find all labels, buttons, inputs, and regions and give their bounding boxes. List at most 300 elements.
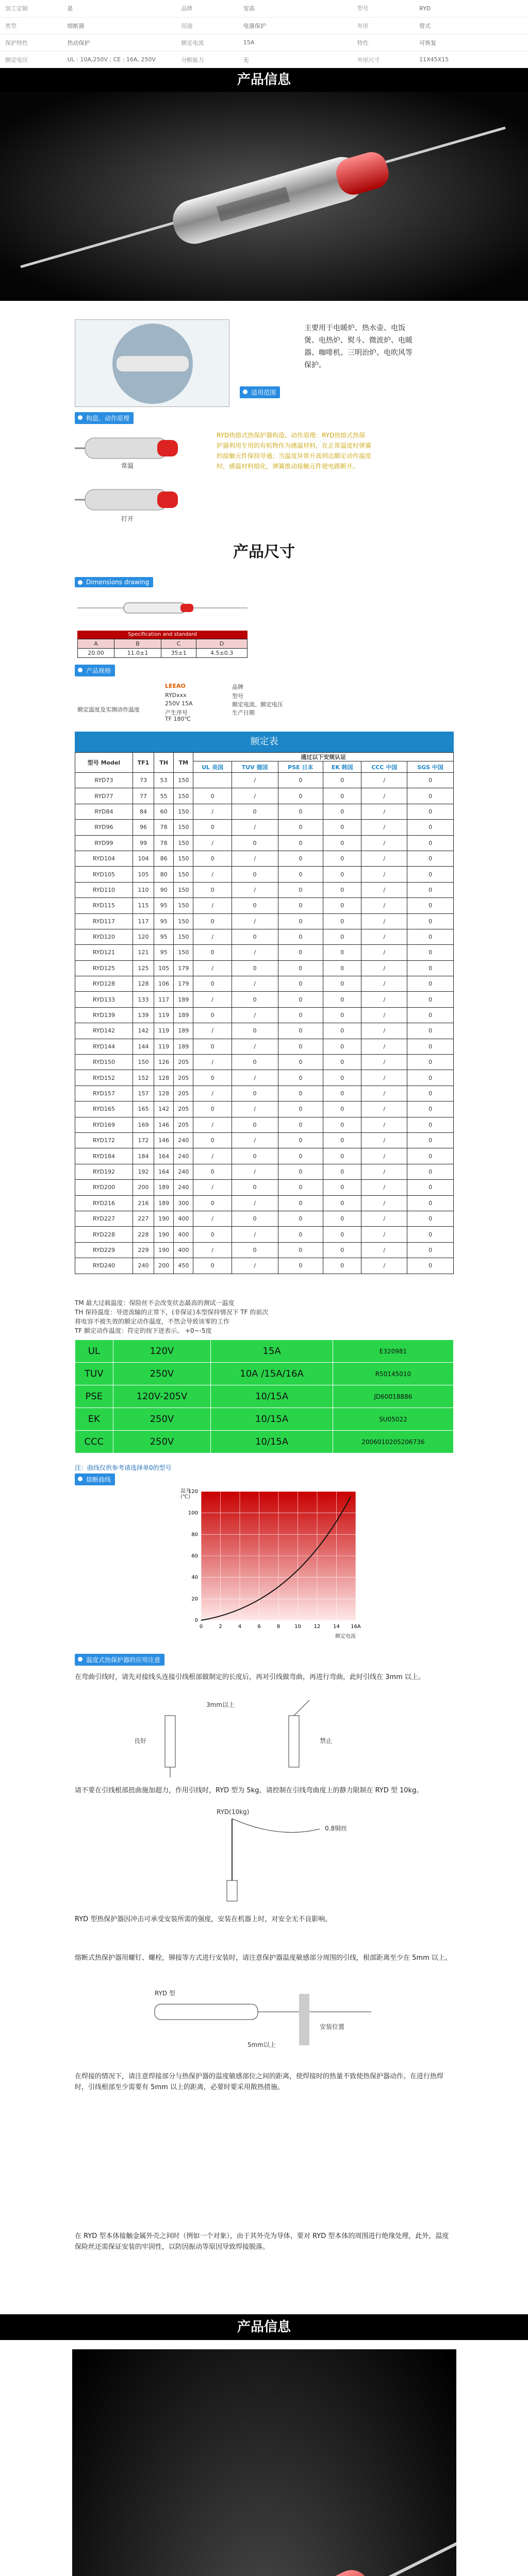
rated-cell: 142	[133, 1023, 154, 1039]
cert-cell: 15A	[211, 1340, 333, 1363]
rated-cell: 300	[174, 1195, 193, 1211]
rated-cell: /	[361, 1023, 407, 1039]
rated-cell: 150	[133, 1055, 154, 1070]
rated-cell: 0	[407, 992, 454, 1007]
table-row	[75, 976, 454, 992]
rated-cell: 0	[193, 1132, 232, 1148]
rated-cell: 205	[174, 1101, 193, 1117]
rated-cell: 0	[232, 992, 278, 1007]
rated-cell: RYD99	[75, 835, 133, 851]
rated-cell: 0	[323, 976, 361, 992]
rated-cell: 0	[407, 820, 454, 835]
rated-cell: 78	[154, 835, 174, 851]
def-tm: TM 最大过载温度：保险丝不会改变状态最高的测试一温度	[75, 1299, 235, 1307]
rated-table	[75, 752, 454, 1274]
rated-cell: /	[361, 1007, 407, 1023]
note-p1: 在弯曲引线时，请先对接线头连接引线根部做制定的长度后，再对引线做弯曲，再进行弯曲，此时引线在 3mm 以上。	[75, 1673, 425, 1681]
rated-header: TM	[174, 753, 193, 773]
rated-cell: /	[232, 1227, 278, 1242]
rated-cell: 126	[154, 1055, 174, 1070]
label-model: RYD 型	[155, 1990, 175, 1997]
rated-cell: /	[232, 851, 278, 866]
label-good: 良好	[134, 1737, 147, 1744]
rated-header: TUV 德国	[232, 761, 278, 773]
cert-cell: E320981	[333, 1340, 453, 1363]
rated-cell: 105	[133, 867, 154, 882]
label-install: 安装位置	[320, 2023, 345, 2030]
note-p6: 在 RYD 型本体接触金属外壳之间时（例如一个对象），由于其外壳为导体，要对 RYD 型本体的周围进行绝缘处理，此外，温度保险丝还需保证安装的牢固性，以防因振动等原因导致焊接脱落。	[75, 2232, 449, 2251]
rated-cell: 128	[154, 1070, 174, 1086]
rated-cell: 0	[278, 1164, 323, 1179]
table-row	[75, 1055, 454, 1070]
cert-cell: 10/15A	[211, 1408, 333, 1431]
y-tick: 20	[191, 1596, 198, 1602]
rated-cell: 0	[407, 1023, 454, 1039]
rated-cell: 0	[232, 898, 278, 913]
table-row	[75, 1180, 454, 1195]
rated-cell: 104	[133, 851, 154, 866]
rated-cell: 190	[154, 1242, 174, 1258]
curve-xlabel: 额定电流	[335, 1634, 356, 1639]
table-row	[75, 913, 454, 929]
rated-cell: /	[361, 945, 407, 960]
rated-cell: 0	[278, 929, 323, 944]
rated-cell: RYD128	[75, 976, 133, 992]
thermal-fuse-image-2	[72, 2349, 456, 2576]
rated-cell: 0	[323, 1180, 361, 1195]
rated-table-title: 额定表	[75, 732, 454, 752]
rated-cell: 240	[174, 1148, 193, 1164]
table-row	[75, 1023, 454, 1039]
rated-cell: RYD144	[75, 1039, 133, 1054]
rated-cell: 0	[278, 1070, 323, 1086]
rated-cell: /	[193, 1023, 232, 1039]
rated-cell: 189	[174, 1007, 193, 1023]
rated-cell: 125	[133, 960, 154, 976]
rated-cell: 229	[133, 1242, 154, 1258]
spec-value: 热动保护	[62, 34, 176, 51]
rated-cell: 200	[154, 1258, 174, 1274]
rated-cell: /	[193, 929, 232, 944]
rated-cell: 150	[174, 882, 193, 897]
rated-cell: 0	[407, 1227, 454, 1242]
rated-cell: 0	[278, 820, 323, 835]
rated-cell: 0	[278, 960, 323, 976]
rated-cell: 99	[133, 835, 154, 851]
rated-cell: RYD77	[75, 788, 133, 804]
rated-cell: 150	[174, 929, 193, 944]
spec-value: 安高	[238, 0, 352, 17]
rated-cell: 150	[174, 945, 193, 960]
rated-cell: 165	[133, 1101, 154, 1117]
rated-cell: /	[361, 788, 407, 804]
spec-label: 产品规格	[75, 665, 115, 676]
rated-cell: 0	[323, 898, 361, 913]
rated-cell: 0	[407, 882, 454, 897]
table-row	[75, 1132, 454, 1148]
x-tick: 4	[238, 1624, 242, 1630]
rated-cell: 0	[407, 1164, 454, 1179]
cert-cell: R50145010	[333, 1363, 453, 1385]
rated-cell: /	[361, 1039, 407, 1054]
dim-cell: 4.5±0.3	[196, 649, 248, 658]
rated-cell: 0	[323, 1055, 361, 1070]
rated-cell: 0	[407, 1195, 454, 1211]
marking-diagram	[77, 677, 309, 724]
rated-header: UL 美国	[193, 761, 232, 773]
fuse-curve-chart	[180, 1486, 366, 1641]
rated-cell: 0	[278, 773, 323, 788]
install-diagram	[134, 1984, 392, 2056]
rated-cell: 240	[174, 1180, 193, 1195]
rated-cell: 0	[278, 1007, 323, 1023]
dim-row	[78, 639, 248, 649]
rated-cell: /	[361, 913, 407, 929]
rated-cell: 119	[154, 1023, 174, 1039]
rated-cell: 146	[154, 1132, 174, 1148]
rated-cell: 0	[323, 945, 361, 960]
rated-cell: /	[361, 1211, 407, 1226]
rated-cell: /	[193, 804, 232, 819]
rated-cell: 0	[407, 1211, 454, 1226]
rated-cell: 189	[174, 1023, 193, 1039]
rated-cell: /	[193, 1055, 232, 1070]
mark-line-2: 250V 15A	[165, 700, 193, 707]
label-bad: 禁止	[320, 1737, 333, 1744]
rated-cell: /	[361, 1086, 407, 1101]
rated-cell: 400	[174, 1242, 193, 1258]
cert-cell: UL	[75, 1340, 113, 1363]
rated-cell: /	[232, 1039, 278, 1054]
dim-cell: D	[196, 639, 248, 649]
dim-row	[78, 649, 248, 658]
rated-cell: 105	[154, 960, 174, 976]
rated-cell: 205	[174, 1086, 193, 1101]
rated-cell: 0	[407, 1101, 454, 1117]
spec-value: 熔断器	[62, 17, 176, 34]
rated-cell: 0	[278, 1086, 323, 1101]
rated-cell: RYD105	[75, 867, 133, 882]
rated-cell: RYD216	[75, 1195, 133, 1211]
rated-cell: RYD169	[75, 1117, 133, 1132]
rated-cell: /	[232, 788, 278, 804]
rated-cell	[193, 773, 232, 788]
rated-cell: 184	[133, 1148, 154, 1164]
rated-cell: 240	[174, 1164, 193, 1179]
rated-cell: 0	[323, 1148, 361, 1164]
rated-cell: RYD110	[75, 882, 133, 897]
spec-row	[0, 34, 528, 51]
rated-cell: RYD121	[75, 945, 133, 960]
structure-diagram	[75, 428, 188, 531]
rated-cell: /	[232, 773, 278, 788]
spec-key: 特性	[352, 34, 414, 51]
dimension-label: Dimensions drawing	[75, 577, 153, 587]
rated-cell: RYD104	[75, 851, 133, 866]
rated-cell: 0	[407, 835, 454, 851]
rated-cell: 228	[133, 1227, 154, 1242]
rated-cell: 0	[193, 1164, 232, 1179]
rated-cell: 0	[323, 1007, 361, 1023]
usage-label: 适用范围	[240, 386, 280, 398]
spec-key: 用途	[176, 17, 238, 34]
pull-diagram	[155, 1808, 361, 1906]
spec-header: Specification and standard	[77, 631, 248, 639]
rated-cell: /	[361, 1242, 407, 1258]
rated-cell: 0	[407, 773, 454, 788]
rated-cell: 190	[154, 1211, 174, 1226]
rated-cell: 0	[232, 1086, 278, 1101]
x-tick: 2	[219, 1624, 222, 1630]
rated-cell: /	[232, 1132, 278, 1148]
rated-cell: 0	[193, 1007, 232, 1023]
rated-cell: 0	[278, 976, 323, 992]
rated-cell: 0	[407, 1007, 454, 1023]
spec-key: 外形	[352, 17, 414, 34]
rated-cell: 0	[323, 1211, 361, 1226]
spec-row	[0, 17, 528, 34]
cert-cell: SU05022	[333, 1408, 453, 1431]
rated-cell: /	[361, 1132, 407, 1148]
table-row	[75, 851, 454, 866]
cert-row	[75, 1431, 454, 1453]
cert-cell: CCC	[75, 1431, 113, 1453]
rated-cell: 0	[278, 851, 323, 866]
rated-cell: /	[232, 882, 278, 897]
rated-cell: 0	[193, 1101, 232, 1117]
rated-cell: 0	[193, 1039, 232, 1054]
rated-cell: /	[232, 1101, 278, 1117]
rated-header: PSE 日本	[278, 761, 323, 773]
spec-key: 保护特性	[0, 34, 62, 51]
rated-header: SGS 中国	[407, 761, 454, 773]
label-weight: RYD(10kg)	[217, 1808, 250, 1816]
cert-cell: 120V-205V	[113, 1385, 211, 1408]
rated-header: TH	[154, 753, 174, 773]
rated-cell: 0	[278, 1117, 323, 1132]
rated-cell: 110	[133, 882, 154, 897]
state-normal: 常温	[121, 462, 134, 469]
rated-cell: RYD84	[75, 804, 133, 819]
rated-cell: 0	[323, 851, 361, 866]
rated-cell: /	[361, 1070, 407, 1086]
rated-cell: /	[361, 804, 407, 819]
rated-cell: 0	[323, 1101, 361, 1117]
table-row	[75, 1007, 454, 1023]
rated-cell: 120	[133, 929, 154, 944]
table-row	[75, 835, 454, 851]
rated-cell: /	[232, 820, 278, 835]
rated-cell: 0	[193, 913, 232, 929]
note-label: 温度式热保护器的应用注意	[75, 1654, 164, 1666]
rated-cell: 0	[407, 1180, 454, 1195]
rated-cell: 0	[407, 898, 454, 913]
rated-cell: 95	[154, 913, 174, 929]
dim-cell: 11.0±1	[114, 649, 161, 658]
curve-note: 注：曲线仅供参考请选择单0的型号	[75, 1464, 172, 1471]
note-p3: RYD 型热保护器因冲击可承受安装所需的强度，安装在机器上时，对安全无不良影响。	[75, 1916, 332, 1923]
rated-cell: 0	[407, 1055, 454, 1070]
hero-image	[0, 92, 528, 301]
def-th: TH 保持温度：导进流输的正常下，(非保证)本型保持情况下 TF 的前次	[75, 1309, 269, 1316]
rated-cell: 0	[193, 820, 232, 835]
spec-value: 管式	[414, 17, 528, 34]
rated-cell: /	[193, 1242, 232, 1258]
table-row	[75, 867, 454, 882]
rated-cell: 189	[154, 1195, 174, 1211]
rated-cell: 150	[174, 851, 193, 866]
rated-cell: 0	[323, 835, 361, 851]
rated-cell: /	[361, 773, 407, 788]
x-tick: 0	[199, 1624, 203, 1630]
rated-cell: 179	[174, 976, 193, 992]
rated-cell: 95	[154, 898, 174, 913]
table-row	[75, 804, 454, 819]
cert-cell: 10/15A	[211, 1385, 333, 1408]
rated-cell: 0	[278, 1039, 323, 1054]
rated-cell: 0	[278, 804, 323, 819]
rated-cell: 227	[133, 1211, 154, 1226]
dim-cell: A	[78, 639, 114, 649]
rated-cell: 0	[407, 1117, 454, 1132]
rated-cell: RYD228	[75, 1227, 133, 1242]
fuse-photo	[75, 319, 229, 407]
rated-cell: 189	[174, 1039, 193, 1054]
curve-label: 熔断曲线	[75, 1473, 115, 1485]
rated-cell: RYD115	[75, 898, 133, 913]
rated-cell: 152	[133, 1070, 154, 1086]
x-tick: 6	[257, 1624, 261, 1630]
rated-cell: 0	[407, 1086, 454, 1101]
rated-cell: 0	[407, 913, 454, 929]
rated-cell: /	[193, 898, 232, 913]
brand-logo: LEEAO	[165, 683, 186, 689]
rated-cell: /	[232, 1007, 278, 1023]
rated-cell: 0	[193, 976, 232, 992]
spec-key: 品牌	[176, 0, 238, 17]
rated-cell: /	[361, 898, 407, 913]
table-row	[75, 882, 454, 897]
rated-cell: 0	[278, 1132, 323, 1148]
rated-cell: 128	[154, 1086, 174, 1101]
spec-value: UL : 10A,250V ; CE : 16A, 250V	[62, 51, 176, 68]
rated-cell: /	[193, 1180, 232, 1195]
rated-cell: 121	[133, 945, 154, 960]
ann-temp: 额定温度及实测动作温度	[77, 706, 140, 713]
rated-cell: 179	[174, 960, 193, 976]
rated-cell: /	[193, 1086, 232, 1101]
rated-cell: /	[361, 1148, 407, 1164]
spec-key: 加工定制	[0, 0, 62, 17]
rated-cell: 0	[323, 867, 361, 882]
cert-cell: 250V	[113, 1363, 211, 1385]
rated-cell: 192	[133, 1164, 154, 1179]
rated-cell: /	[361, 1258, 407, 1274]
rated-cell: 172	[133, 1132, 154, 1148]
thermal-fuse-image	[0, 92, 528, 301]
label-5mm: 5mm以上	[248, 2041, 276, 2048]
rated-cell: 80	[154, 867, 174, 882]
rated-cell: 0	[323, 1039, 361, 1054]
spec-key: 额定电压	[0, 51, 62, 68]
table-row	[75, 1101, 454, 1117]
rated-cell: 0	[193, 882, 232, 897]
y-tick: 0	[194, 1618, 198, 1623]
rated-cell: 0	[278, 1258, 323, 1274]
rated-cell: RYD152	[75, 1070, 133, 1086]
table-row	[75, 898, 454, 913]
cert-cell: TUV	[75, 1363, 113, 1385]
mark-line-1: RYDxxx	[165, 692, 187, 699]
banner-product-info-2: 产品信息	[0, 2314, 528, 2340]
rated-cell: /	[361, 1195, 407, 1211]
rated-cell: 0	[407, 1070, 454, 1086]
cert-cell: JD60018886	[333, 1385, 453, 1408]
rated-cell: RYD120	[75, 929, 133, 944]
rated-cell: /	[232, 976, 278, 992]
rated-cell: 0	[323, 913, 361, 929]
note-p4: 熔断式热保护器用螺钉、螺栓，铆接等方式进行安装时，请注意保护器温度敏感部分周围的引线，根部距离至少在 5mm 以上。	[75, 1954, 452, 1962]
rated-cell: 0	[232, 1055, 278, 1070]
rated-cell: 146	[154, 1117, 174, 1132]
spec-key: 型号	[352, 0, 414, 17]
rated-cell: 200	[133, 1180, 154, 1195]
table-row	[75, 1164, 454, 1179]
rated-cell: 400	[174, 1227, 193, 1242]
rated-cell: 189	[174, 992, 193, 1007]
dimension-table	[77, 639, 248, 658]
rated-cell: 119	[154, 1007, 174, 1023]
rated-cell: 164	[154, 1148, 174, 1164]
rated-cell: 144	[133, 1039, 154, 1054]
rated-cell: 0	[323, 804, 361, 819]
rated-cell: 77	[133, 788, 154, 804]
rated-header: 型号 Model	[75, 753, 133, 773]
def-note: 将电容不被失效的额定动作温度，不然会导致该零的工作	[75, 1318, 230, 1325]
table-row	[75, 773, 454, 788]
structure-label: 构造、动作原理	[75, 412, 134, 424]
rated-cell: /	[361, 1227, 407, 1242]
rated-cell: /	[232, 1070, 278, 1086]
table-row	[75, 820, 454, 835]
rated-cell: RYD165	[75, 1101, 133, 1117]
rated-cell: 205	[174, 1117, 193, 1132]
rated-cell: 0	[323, 1195, 361, 1211]
rated-cell: 0	[407, 788, 454, 804]
rated-cell: 142	[154, 1101, 174, 1117]
rated-cell: 0	[323, 1164, 361, 1179]
spec-row	[0, 51, 528, 68]
rated-cell: 0	[323, 1070, 361, 1086]
rated-cell: 60	[154, 804, 174, 819]
rated-cell: 0	[232, 1148, 278, 1164]
rated-cell: 0	[407, 929, 454, 944]
ann-model: 型号	[232, 693, 243, 700]
x-tick: 8	[276, 1624, 280, 1630]
table-row	[75, 1148, 454, 1164]
rated-cell: 78	[154, 820, 174, 835]
rated-cell: /	[361, 1055, 407, 1070]
mark-symbol: TF 180℃	[165, 716, 191, 722]
table-row	[75, 1195, 454, 1211]
cert-cell: 120V	[113, 1340, 211, 1363]
table-row	[75, 1227, 454, 1242]
x-tick: 14	[333, 1624, 340, 1630]
cert-row	[75, 1340, 454, 1363]
rated-cell: 139	[133, 1007, 154, 1023]
bend-diagram	[103, 1700, 412, 1777]
ann-date: 生产日期	[232, 709, 255, 716]
